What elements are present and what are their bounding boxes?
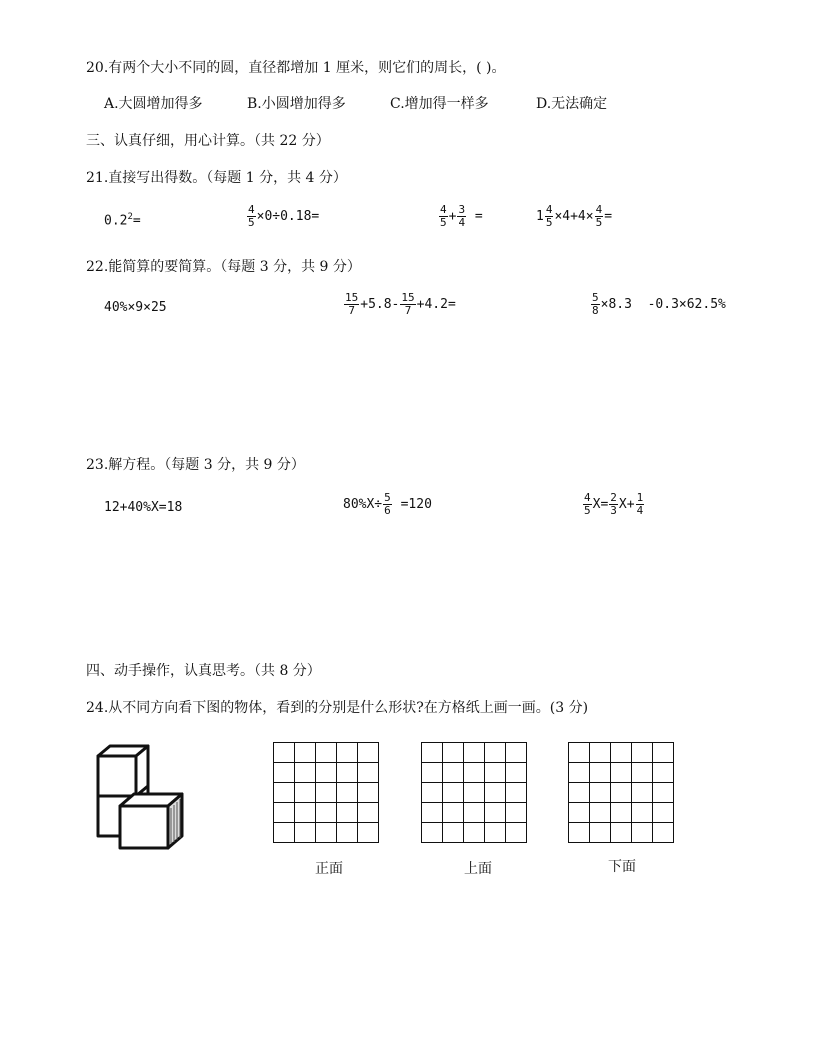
- q21-expr-4: 1 $\frac{4}{5}$ ×4+4× $\frac{4}{5}$ =: [536, 203, 613, 229]
- grid-front-caption: 正面: [315, 860, 343, 876]
- q23-expr-2: 80%X÷ $\frac{5}{6}$ =120: [343, 491, 432, 517]
- grid-top-caption: 上面: [464, 860, 492, 876]
- q22-title: 22.能简算的要简算。（每题 3 分，共 9 分）: [86, 259, 361, 275]
- q21-expr-1: $0.2^2=$: [104, 212, 141, 229]
- q22-expr-3: $\frac{5}{8}$ ×8.3 -0.3×62.5%: [592, 291, 726, 317]
- q20-stem: 20.有两个大小不同的圆，直径都增加 1 厘米，则它们的周长，( )。: [86, 60, 506, 76]
- q23-expr-1: 12+40%X=18: [104, 500, 183, 515]
- q24-stem: 24.从不同方向看下图的物体，看到的分别是什么形状?在方格纸上画一画。(3 分): [86, 700, 589, 716]
- q21-expr-3: $\frac{4}{5}$ + $\frac{3}{4}$ =: [440, 203, 483, 229]
- grid-top[interactable]: [421, 742, 527, 843]
- q21-title: 21.直接写出得数。（每题 1 分，共 4 分）: [86, 170, 347, 186]
- q22-expr-2: $\frac{15}{7}$ +5.8- $\frac{15}{7}$ +4.2=: [345, 291, 456, 317]
- cube-stack-figure: [86, 742, 216, 864]
- section3-title: 三、认真仔细，用心计算。（共 22 分）: [86, 133, 330, 149]
- q20-option-c: C.增加得一样多: [390, 96, 489, 112]
- q22-expr-1: 40%×9×25: [104, 300, 167, 315]
- q21-expr-2: $\frac{4}{5}$ ×0÷0.18=: [248, 203, 320, 229]
- q20-option-a: A.大圆增加得多: [104, 96, 203, 112]
- q23-expr-3: $\frac{4}{5}$ X= $\frac{2}{3}$ X+ $\frac{1}{4}$: [584, 491, 644, 517]
- grid-front[interactable]: [273, 742, 379, 843]
- q20-option-d: D.无法确定: [536, 96, 608, 112]
- grid-bottom[interactable]: [568, 742, 674, 843]
- grid-bottom-caption: 下面: [608, 858, 636, 874]
- q23-title: 23.解方程。（每题 3 分，共 9 分）: [86, 457, 305, 473]
- section4-title: 四、动手操作，认真思考。（共 8 分）: [86, 663, 321, 679]
- q20-option-b: B.小圆增加得多: [247, 96, 346, 112]
